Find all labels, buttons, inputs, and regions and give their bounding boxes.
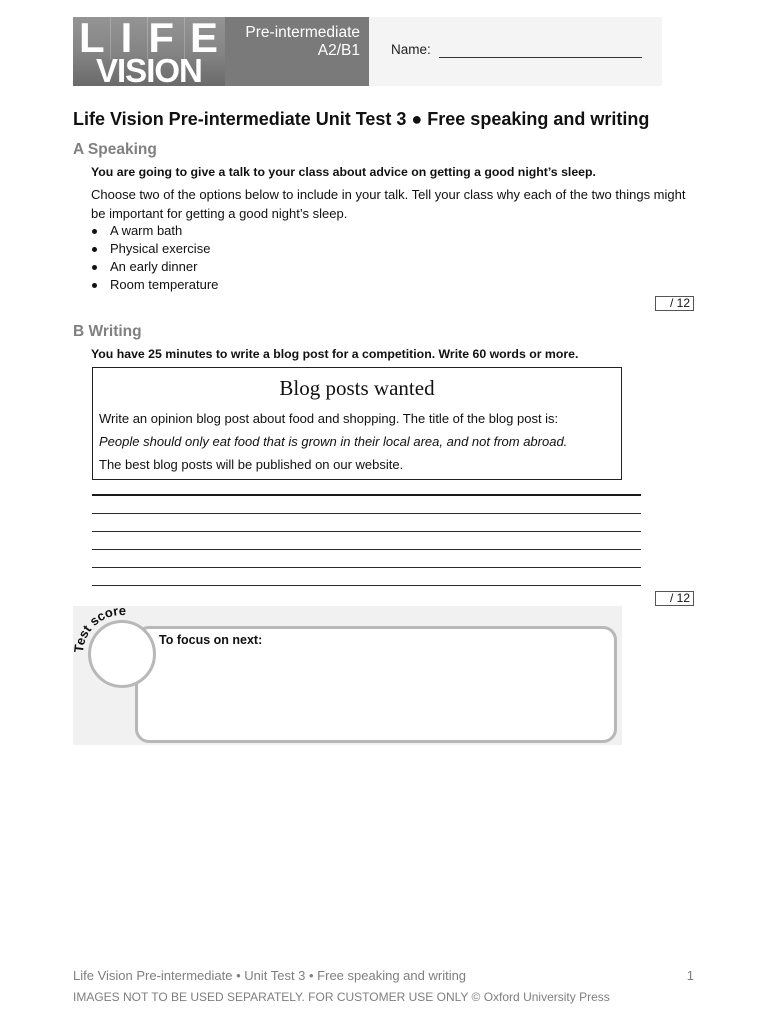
answer-line: [92, 549, 641, 550]
option-text: An early dinner: [110, 259, 198, 274]
list-item: [91, 240, 218, 258]
speaking-instruction: You are going to give a talk to your class about advice on getting a good night’s sleep.: [91, 165, 596, 179]
answer-line: [92, 494, 641, 496]
bullet-icon: [92, 265, 97, 270]
focus-label: To focus on next:: [159, 633, 263, 647]
option-text: Room temperature: [110, 277, 219, 292]
speaking-prompt: Choose two of the options below to include in your talk. Tell your class why each of the two things might be important for getting a good night’s sleep.: [91, 186, 686, 221]
writing-instruction: You have 25 minutes to write a blog post for a competition. Write 60 words or more.: [91, 347, 579, 361]
page-number: 1: [686, 968, 694, 983]
bullet-icon: [92, 283, 97, 288]
writing-score-box: [655, 591, 694, 606]
copyright-notice: IMAGES NOT TO BE USED SEPARATELY. FOR CUSTOMER USE ONLY © Oxford University Press: [73, 990, 610, 1004]
blog-box-text: The best blog posts will be published on our website.: [99, 456, 404, 472]
list-item: [91, 222, 218, 240]
life-vision-logo: [73, 17, 369, 86]
logo-word-vision: VISION: [96, 52, 202, 86]
answer-line: [92, 513, 641, 514]
name-blank-line: [439, 57, 642, 58]
bullet-icon: [92, 247, 97, 252]
speaking-score: / 12: [669, 296, 690, 310]
footer-title: Life Vision Pre-intermediate • Unit Test 3 • Free speaking and writing: [73, 968, 467, 983]
score-circle: [90, 622, 155, 687]
speaking-heading: A Speaking: [73, 141, 157, 158]
blog-post-title: People should only eat food that is grown in their local area, and not from abroad.: [99, 433, 568, 449]
blog-task-box: [92, 367, 622, 480]
list-item: [91, 276, 218, 294]
blog-box-text: Write an opinion blog post about food and shopping. The title of the blog post is:: [99, 410, 559, 426]
list-item: [91, 258, 218, 276]
speaking-score-box: [655, 296, 694, 311]
answer-line: [92, 531, 641, 532]
test-score-badge: [70, 600, 183, 700]
writing-score: / 12: [669, 591, 690, 605]
page-title: Life Vision Pre-intermediate Unit Test 3 ● Free speaking and writing: [73, 109, 650, 129]
name-label: Name:: [391, 42, 431, 57]
test-score-label-text: Test score: [70, 602, 127, 654]
logo-cefr-level: A2/B1: [317, 42, 360, 59]
answer-line: [92, 567, 641, 568]
writing-heading: B Writing: [73, 323, 142, 340]
answer-line: [92, 585, 641, 586]
option-text: Physical exercise: [110, 241, 211, 256]
logo-level: Pre-intermediate: [245, 24, 360, 41]
option-text: A warm bath: [110, 223, 183, 238]
logo-word-life: LIFE: [79, 17, 234, 61]
blog-box-title: Blog posts wanted: [279, 376, 435, 400]
speaking-options-list: [91, 222, 218, 294]
bullet-icon: [92, 229, 97, 234]
